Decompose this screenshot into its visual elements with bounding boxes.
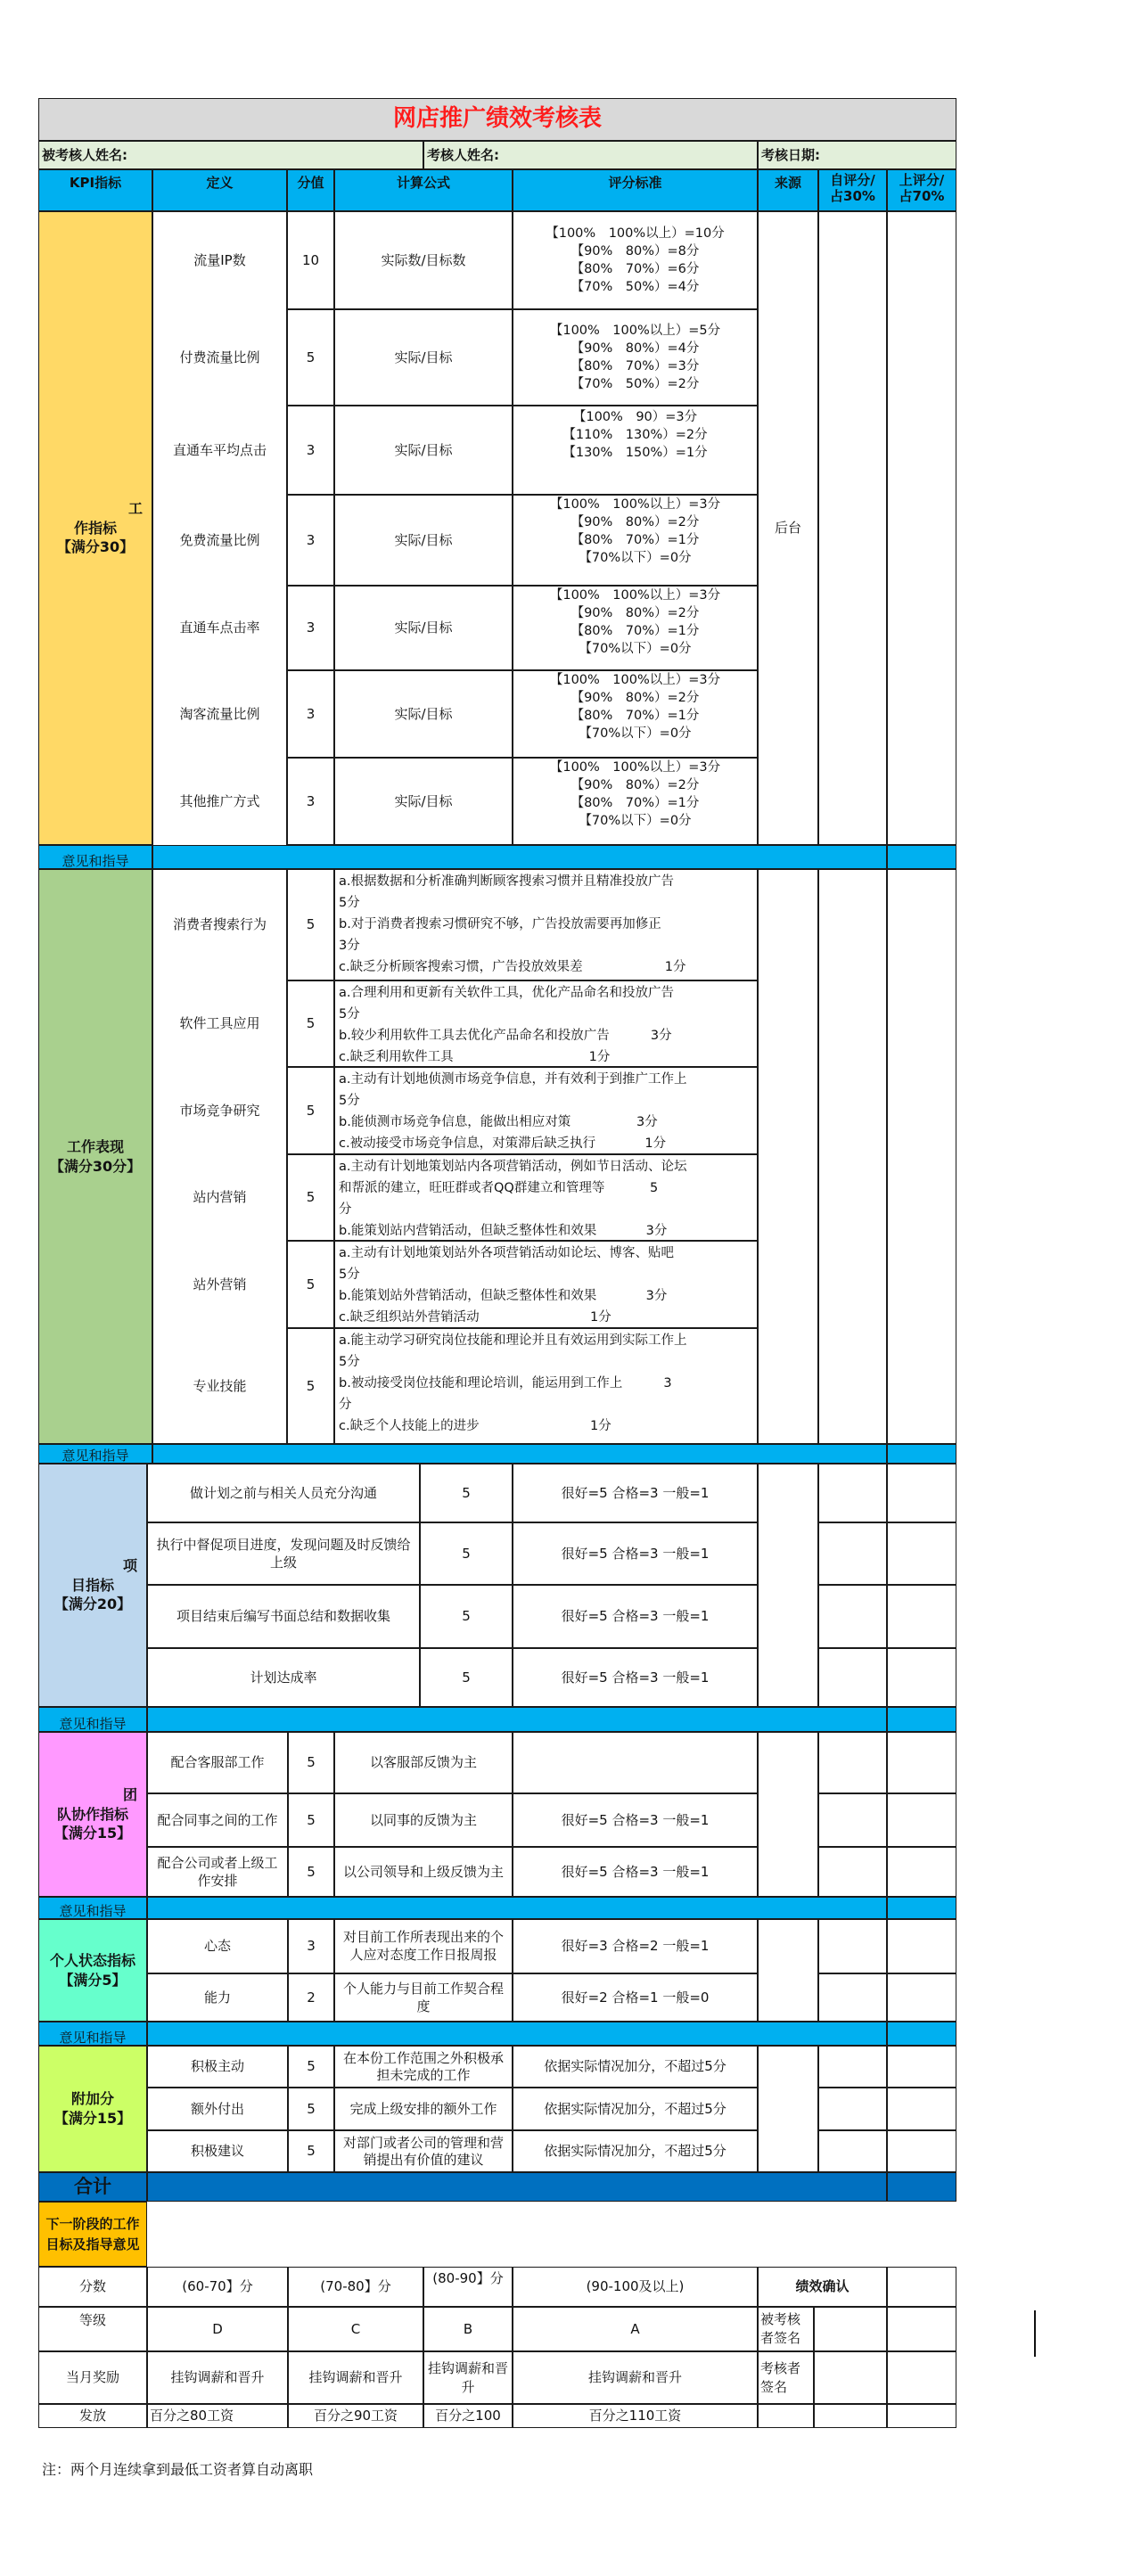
row-definition: 免费流量比例 xyxy=(179,531,260,548)
row-formula: 实际/目标 xyxy=(334,406,513,495)
row-definition: 站外营销 xyxy=(193,1276,247,1292)
row-score: 5 xyxy=(287,1067,334,1154)
row-formula: 对目前工作所表现出来的个人应对态度工作日报周报 xyxy=(334,1919,513,1973)
row-score: 5 xyxy=(287,1328,334,1444)
row-definition: 项目结束后编写书面总结和数据收集 xyxy=(147,1585,420,1648)
row-score: 3 xyxy=(287,586,334,670)
header-kpi: KPI指标 xyxy=(38,169,152,211)
assessee-sign-extra[interactable] xyxy=(887,2307,956,2351)
self-score-input[interactable] xyxy=(818,1585,887,1648)
header-score: 分值 xyxy=(287,169,334,211)
grade-reward-c: 挂钩调薪和晋升 xyxy=(288,2351,423,2404)
row-standard: 依据实际情况加分，不超过5分 xyxy=(513,2088,758,2130)
row-score: 5 xyxy=(288,1732,334,1793)
source-cell xyxy=(758,869,818,1444)
superior-score-input[interactable] xyxy=(887,2046,956,2088)
feedback-extra[interactable] xyxy=(887,1897,956,1919)
feedback-extra[interactable] xyxy=(887,845,956,869)
row-score: 5 xyxy=(287,980,334,1067)
grade-level-c: C xyxy=(288,2307,423,2351)
assessee-name-label[interactable]: 被考核人姓名: xyxy=(38,141,423,169)
grade-row-label-reward: 当月奖励 xyxy=(38,2351,147,2404)
superior-score-input[interactable] xyxy=(887,1522,956,1585)
page-title: 网店推广绩效考核表 xyxy=(38,98,956,141)
grade-reward-d: 挂钩调薪和晋升 xyxy=(147,2351,288,2404)
row-standard: 【100% 100%以上）=3分 【90% 80%）=2分 【80% 70%）=1分 【70%以下）=0分 xyxy=(513,670,758,758)
row-standard: 很好=3 合格=2 一般=1 xyxy=(513,1919,758,1973)
self-score-input[interactable] xyxy=(818,1847,887,1897)
row-score: 5 xyxy=(288,1847,334,1897)
row-standard xyxy=(513,1732,758,1793)
row-standard: 【100% 90）=3分 【110% 130%）=2分 【130% 150%）=1分 xyxy=(513,406,758,495)
superior-score-input[interactable] xyxy=(887,1732,956,1793)
row-formula: 实际/目标 xyxy=(334,495,513,586)
row-score: 5 xyxy=(287,309,334,406)
header-definition: 定义 xyxy=(152,169,287,211)
header-formula: 计算公式 xyxy=(334,169,513,211)
row-definition: 市场竞争研究 xyxy=(179,1102,260,1119)
row-definition: 计划达成率 xyxy=(147,1648,420,1707)
row-score: 3 xyxy=(287,495,334,586)
row-definition: 直通车平均点击 xyxy=(172,441,267,458)
row-standard: a.主动有计划地侦测市场竞争信息，并有效利于到推广工作上 5分 b.能侦测市场竞争信息，能做出相应对策 3分 c.被动接受市场竞争信息，对策滞后缺乏执行 1分 xyxy=(334,1067,758,1154)
superior-score-input[interactable] xyxy=(887,2130,956,2172)
grade-reward-a: 挂钩调薪和晋升 xyxy=(513,2351,758,2404)
row-definition: 积极主动 xyxy=(147,2046,288,2088)
feedback-input[interactable] xyxy=(152,845,887,869)
row-score: 5 xyxy=(288,1793,334,1847)
row-definition: 流量IP数 xyxy=(193,251,246,268)
row-score: 3 xyxy=(287,670,334,758)
source-cell: 后台 xyxy=(758,211,818,845)
feedback-extra[interactable] xyxy=(887,2022,956,2046)
feedback-input[interactable] xyxy=(147,1897,887,1919)
header-self-score: 自评分/占30% xyxy=(818,169,887,211)
next-stage-input[interactable] xyxy=(147,2202,956,2267)
superior-score-input[interactable] xyxy=(887,1973,956,2022)
feedback-label: 意见和指导 xyxy=(38,1897,147,1919)
self-score-input[interactable] xyxy=(818,1919,887,1973)
row-definition: 软件工具应用 xyxy=(179,1015,260,1032)
row-definition: 做计划之前与相关人员充分沟通 xyxy=(147,1464,420,1522)
self-score-input[interactable] xyxy=(818,869,887,1444)
header-standard: 评分标准 xyxy=(513,169,758,211)
row-score: 5 xyxy=(420,1522,513,1585)
source-cell xyxy=(758,1464,818,1707)
row-score: 3 xyxy=(287,758,334,845)
row-formula: 实际/目标 xyxy=(334,586,513,670)
row-score: 5 xyxy=(420,1464,513,1522)
row-standard: a.根据数据和分析准确判断顾客搜索习惯并且精准投放广告 5分 b.对于消费者搜索习惯研究不够，广告投放需要再加修正 3分 c.缺乏分析顾客搜索习惯，广告投放效果差 1分 xyxy=(334,869,758,980)
feedback-input[interactable] xyxy=(147,2022,887,2046)
category-work-performance: 工作表现 【满分30分】 xyxy=(38,869,152,1444)
self-score-input[interactable] xyxy=(818,1732,887,1793)
row-standard: 很好=5 合格=3 一般=1 xyxy=(513,1793,758,1847)
assessee-sign-input[interactable] xyxy=(814,2307,887,2351)
superior-score-input[interactable] xyxy=(887,2088,956,2130)
superior-score-input[interactable] xyxy=(887,1648,956,1707)
row-definition: 付费流量比例 xyxy=(179,349,260,365)
row-formula: 以公司领导和上级反馈为主 xyxy=(334,1847,513,1897)
grade-row-label-score: 分数 xyxy=(38,2267,147,2307)
row-standard: 很好=5 合格=3 一般=1 xyxy=(513,1847,758,1897)
row-standard: 很好=5 合格=3 一般=1 xyxy=(513,1648,758,1707)
superior-score-input[interactable] xyxy=(887,1847,956,1897)
grade-pay-d: 百分之80工资 xyxy=(147,2404,288,2428)
row-definition: 站内营销 xyxy=(193,1189,247,1206)
row-definition: 直通车点击率 xyxy=(179,619,260,636)
feedback-extra[interactable] xyxy=(887,1707,956,1732)
grade-level-d: D xyxy=(147,2307,288,2351)
row-standard: 【100% 100%以上）=3分 【90% 80%）=2分 【80% 70%）=1分 【70%以下）=0分 xyxy=(513,758,758,845)
category-project-indicators: 项 目指标 【满分20】 xyxy=(38,1464,147,1707)
header-superior-score: 上评分/占70% xyxy=(887,169,956,211)
total-superior[interactable] xyxy=(887,2172,956,2202)
superior-score-input[interactable] xyxy=(887,1464,956,1522)
feedback-extra[interactable] xyxy=(887,1444,956,1464)
self-score-input[interactable] xyxy=(818,1973,887,2022)
category-personal-status: 个人状态指标 【满分5】 xyxy=(38,1919,147,2022)
grade-pay-a: 百分之110工资 xyxy=(513,2404,758,2428)
row-formula: 实际数/目标数 xyxy=(334,211,513,309)
self-score-input[interactable] xyxy=(818,1793,887,1847)
row-formula: 实际/目标 xyxy=(334,309,513,406)
self-score-input[interactable] xyxy=(818,2088,887,2130)
grade-score-b: (80-90】分 xyxy=(423,2267,513,2307)
row-formula: 实际/目标 xyxy=(334,670,513,758)
row-standard: 很好=5 合格=3 一般=1 xyxy=(513,1522,758,1585)
row-formula: 以客服部反馈为主 xyxy=(334,1732,513,1793)
row-standard: a.能主动学习研究岗位技能和理论并且有效运用到实际工作上 5分 b.被动接受岗位技能和理论培训，能运用到工作上 3 分 c.缺乏个人技能上的进步 1分 xyxy=(334,1328,758,1444)
row-score: 5 xyxy=(420,1648,513,1707)
assessor-sign-extra[interactable] xyxy=(887,2351,956,2404)
total-label: 合计 xyxy=(38,2172,147,2202)
row-formula: 完成上级安排的额外工作 xyxy=(334,2088,513,2130)
category-teamwork: 团 队协作指标 【满分15】 xyxy=(38,1732,147,1897)
self-score-input[interactable] xyxy=(818,1648,887,1707)
row-definition: 积极建议 xyxy=(147,2130,288,2172)
row-score: 3 xyxy=(287,406,334,495)
text-cursor xyxy=(1034,2310,1036,2357)
category-bonus: 附加分 【满分15】 xyxy=(38,2046,147,2172)
assessment-date-label[interactable]: 考核日期: xyxy=(758,141,956,169)
grade-score-a: (90-100及以上) xyxy=(513,2267,758,2307)
grade-score-c: (70-80】分 xyxy=(288,2267,423,2307)
source-cell xyxy=(758,2046,818,2172)
grade-row-label-level: 等级 xyxy=(38,2307,147,2351)
row-score: 5 xyxy=(287,869,334,980)
feedback-label: 意见和指导 xyxy=(38,1444,152,1464)
category-work-indicators: 工 作指标 【满分30】 xyxy=(38,211,152,845)
row-definition: 其他推广方式 xyxy=(179,792,260,809)
row-standard: 很好=5 合格=3 一般=1 xyxy=(513,1464,758,1522)
self-score-input[interactable] xyxy=(818,1464,887,1522)
row-score: 5 xyxy=(288,2046,334,2088)
row-definition: 心态 xyxy=(147,1919,288,1973)
row-definition: 配合同事之间的工作 xyxy=(147,1793,288,1847)
row-standard: 很好=2 合格=1 一般=0 xyxy=(513,1973,758,2022)
row-definition: 淘客流量比例 xyxy=(179,705,260,722)
row-definition: 专业技能 xyxy=(193,1377,247,1394)
row-definition: 额外付出 xyxy=(147,2088,288,2130)
self-score-input[interactable] xyxy=(818,2046,887,2088)
row-formula: 对部门或者公司的管理和营销提出有价值的建议 xyxy=(334,2130,513,2172)
superior-score-input[interactable] xyxy=(887,869,956,1444)
superior-score-input[interactable] xyxy=(887,1793,956,1847)
self-score-input[interactable] xyxy=(818,211,887,845)
row-formula: 实际/目标 xyxy=(334,758,513,845)
assessor-sign-input[interactable] xyxy=(814,2351,887,2404)
next-stage-label: 下一阶段的工作目标及指导意见 xyxy=(38,2202,147,2267)
row-definition: 能力 xyxy=(147,1973,288,2022)
header-source: 来源 xyxy=(758,169,818,211)
feedback-label: 意见和指导 xyxy=(38,2022,147,2046)
source-cell xyxy=(758,1919,818,2022)
row-standard: 很好=5 合格=3 一般=1 xyxy=(513,1585,758,1648)
grade-score-d: (60-70】分 xyxy=(147,2267,288,2307)
assessor-sign-label: 考核者签名 xyxy=(758,2351,814,2404)
performance-confirm-label: 绩效确认 xyxy=(758,2267,887,2307)
row-formula: 以同事的反馈为主 xyxy=(334,1793,513,1847)
row-standard: 【100% 100%以上）=3分 【90% 80%）=2分 【80% 70%）=1分 【70%以下）=0分 xyxy=(513,495,758,586)
source-cell xyxy=(758,1732,818,1897)
footnote: 注：两个月连续拿到最低工资者算自动离职 xyxy=(42,2461,314,2478)
confirm-extra[interactable] xyxy=(887,2267,956,2307)
self-score-input[interactable] xyxy=(818,1522,887,1585)
row-standard: 依据实际情况加分，不超过5分 xyxy=(513,2130,758,2172)
superior-score-input[interactable] xyxy=(887,1919,956,1973)
feedback-input[interactable] xyxy=(152,1444,887,1464)
row-standard: a.主动有计划地策划站内各项营销活动，例如节日活动、论坛 和帮派的建立，旺旺群或者QQ群建立和管理等 5 分 b.能策划站内营销活动，但缺乏整体性和效果 3分 xyxy=(334,1154,758,1241)
feedback-label: 意见和指导 xyxy=(38,845,152,869)
superior-score-input[interactable] xyxy=(887,211,956,845)
pay-empty-3[interactable] xyxy=(887,2404,956,2428)
grade-row-label-pay: 发放 xyxy=(38,2404,147,2428)
row-standard: 【100% 100%以上）=5分 【90% 80%）=4分 【80% 70%）=3分 【70% 50%）=2分 xyxy=(513,309,758,406)
row-definition: 执行中督促项目进度，发现问题及时反馈给上级 xyxy=(147,1522,420,1585)
row-formula: 在本份工作范围之外积极承担未完成的工作 xyxy=(334,2046,513,2088)
row-standard: 【100% 100%以上）=3分 【90% 80%）=2分 【80% 70%）=1分 【70%以下）=0分 xyxy=(513,586,758,670)
row-definition: 消费者搜索行为 xyxy=(172,916,267,933)
row-score: 5 xyxy=(288,2130,334,2172)
assessee-sign-label: 被考核者签名 xyxy=(758,2307,814,2351)
grade-pay-c: 百分之90工资 xyxy=(288,2404,423,2428)
row-standard: a.主动有计划地策划站外各项营销活动如论坛、博客、贴吧 5分 b.能策划站外营销活动，但缺乏整体性和效果 3分 c.缺乏组织站外营销活动 1分 xyxy=(334,1241,758,1328)
row-definition: 配合客服部工作 xyxy=(147,1732,288,1793)
row-formula: 个人能力与目前工作契合程度 xyxy=(334,1973,513,2022)
row-score: 5 xyxy=(287,1241,334,1328)
row-standard: a.合理利用和更新有关软件工具，优化产品命名和投放广告 5分 b.较少利用软件工具去优化产品命名和投放广告 3分 c.缺乏利用软件工具 1分 xyxy=(334,980,758,1067)
pay-empty-2[interactable] xyxy=(814,2404,887,2428)
grade-level-b: B xyxy=(423,2307,513,2351)
row-score: 5 xyxy=(420,1585,513,1648)
self-score-input[interactable] xyxy=(818,2130,887,2172)
row-score: 2 xyxy=(288,1973,334,2022)
row-score: 10 xyxy=(287,211,334,309)
pay-empty-1[interactable] xyxy=(758,2404,814,2428)
row-score: 3 xyxy=(288,1919,334,1973)
assessor-name-label[interactable]: 考核人姓名: xyxy=(423,141,758,169)
grade-reward-b: 挂钩调薪和晋升 xyxy=(423,2351,513,2404)
row-standard: 依据实际情况加分，不超过5分 xyxy=(513,2046,758,2088)
superior-score-input[interactable] xyxy=(887,1585,956,1648)
feedback-input[interactable] xyxy=(147,1707,887,1732)
row-standard: 【100% 100%以上）=10分 【90% 80%）=8分 【80% 70%）=6分 【70% 50%）=4分 xyxy=(513,211,758,309)
grade-pay-b: 百分之100 xyxy=(423,2404,513,2428)
feedback-label: 意见和指导 xyxy=(38,1707,147,1732)
row-score: 5 xyxy=(288,2088,334,2130)
total-value[interactable] xyxy=(147,2172,887,2202)
grade-level-a: A xyxy=(513,2307,758,2351)
row-score: 5 xyxy=(287,1154,334,1241)
row-definition: 配合公司或者上级工作安排 xyxy=(147,1847,288,1897)
